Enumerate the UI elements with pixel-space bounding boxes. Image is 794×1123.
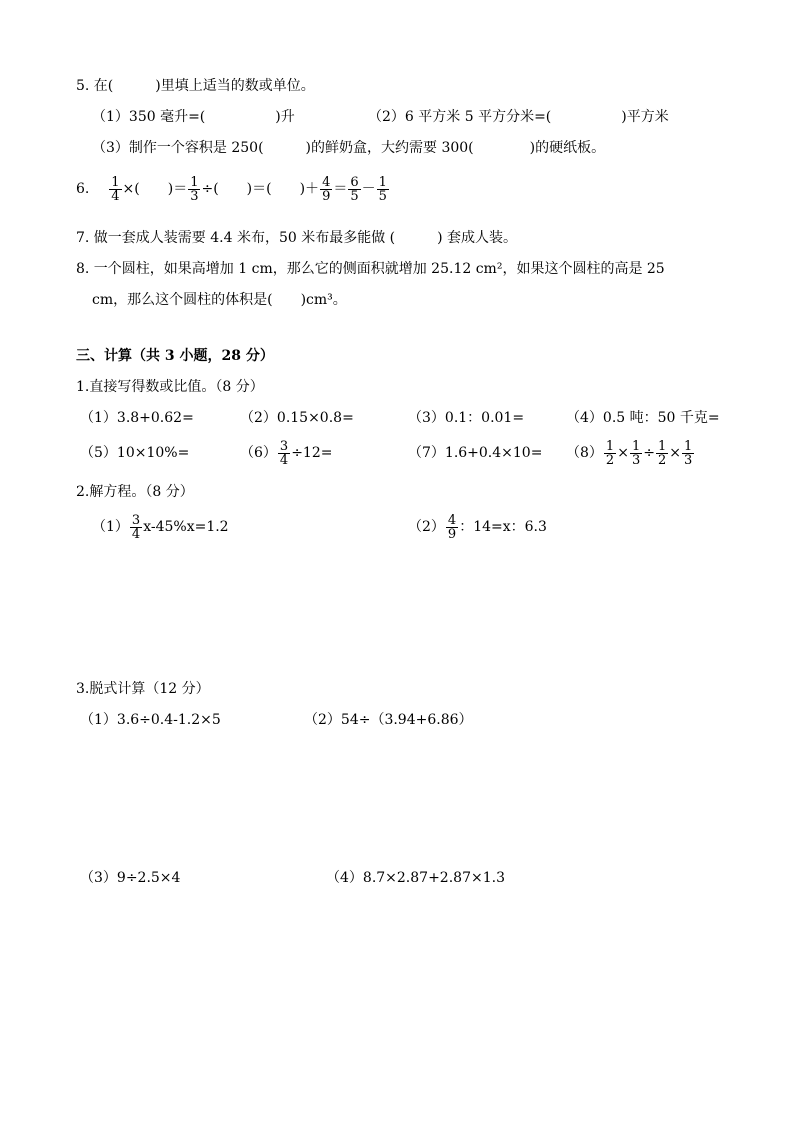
q6-text-3: ＝ xyxy=(333,181,348,197)
fraction: $\frac{4}{9}$ xyxy=(322,174,331,204)
part1-title: 1.直接写得数或比值。（8 分） xyxy=(76,379,264,395)
section-title: 三、计算（共 3 小题，28 分） xyxy=(76,348,274,364)
part1-item-6: （6） $\frac{3}{4}$ ÷12= xyxy=(240,438,333,468)
fraction: $\frac{1}{3}$ xyxy=(683,438,693,468)
fraction: $\frac{3}{4}$ xyxy=(279,438,289,468)
q8-line2: cm，那么这个圆柱的体积是( )cm³。 xyxy=(92,292,347,308)
fraction: $\frac{4}{9}$ xyxy=(447,512,457,542)
part1-item-2: （2）0.15×0.8= xyxy=(240,410,354,426)
part1-item-3: （3）0.1：0.01= xyxy=(408,410,525,426)
part1-item-1: （1）3.8+0.62= xyxy=(80,410,194,426)
q6-text-4: － xyxy=(361,181,376,197)
part1-item-7: （7）1.6+0.4×10= xyxy=(408,445,543,461)
part3-calc-4: （4）8.7×2.87+2.87×1.3 xyxy=(326,870,505,886)
q5-part1: （1）350 毫升=( )升 xyxy=(92,109,295,125)
fraction: $\frac{6}{5}$ xyxy=(350,174,359,204)
q6-expression xyxy=(76,172,390,206)
fraction: $\frac{1}{5}$ xyxy=(378,174,387,204)
q8-line1: 8. 一个圆柱，如果高增加 1 cm，那么它的侧面积就增加 25.12 cm²，如果这个圆柱的高是 25 xyxy=(76,261,665,277)
fraction: $\frac{1}{2}$ xyxy=(657,438,667,468)
part2-title: 2.解方程。（8 分） xyxy=(76,484,194,500)
q6-number: 6. xyxy=(76,181,90,197)
q7-text: 7. 做一套成人装需要 4.4 米布，50 米布最多能做 ( ) 套成人装。 xyxy=(76,230,518,246)
part3-calc-2: （2）54÷（3.94+6.86） xyxy=(304,712,473,728)
q6-text-1: ×( )＝ xyxy=(122,181,188,197)
fraction: $\frac{1}{3}$ xyxy=(190,174,199,204)
part1-item-4: （4）0.5 吨：50 千克= xyxy=(566,410,720,426)
part3-calc-1: （1）3.6÷0.4-1.2×5 xyxy=(80,712,221,728)
part3-calc-3: （3）9÷2.5×4 xyxy=(80,870,181,886)
q5-part3: （3）制作一个容积是 250( )的鲜奶盒，大约需要 300( )的硬纸板。 xyxy=(92,140,606,156)
fraction: $\frac{1}{4}$ xyxy=(111,174,120,204)
part1-item-8: （8） $\frac{1}{2}$ × $\frac{1}{3}$ ÷ $\frac{1}{2}$ × $\frac{1}{3}$ xyxy=(566,438,693,468)
fraction: $\frac{1}{2}$ xyxy=(605,438,615,468)
q6-text-2: ÷( )＝( )＋ xyxy=(201,181,320,197)
fraction: $\frac{3}{4}$ xyxy=(131,512,141,542)
part3-title: 3.脱式计算（12 分） xyxy=(76,681,210,697)
part2-equation-1: （1） $\frac{3}{4}$ x-45%x=1.2 xyxy=(92,512,229,542)
part1-item-5: （5）10×10%= xyxy=(80,445,190,461)
part2-equation-2: （2） $\frac{4}{9}$ ：14=x：6.3 xyxy=(408,512,547,542)
fraction: $\frac{1}{3}$ xyxy=(631,438,641,468)
q5-part2: （2）6 平方米 5 平方分米=( )平方米 xyxy=(368,109,669,125)
q5-title: 5. 在( )里填上适当的数或单位。 xyxy=(76,78,315,94)
